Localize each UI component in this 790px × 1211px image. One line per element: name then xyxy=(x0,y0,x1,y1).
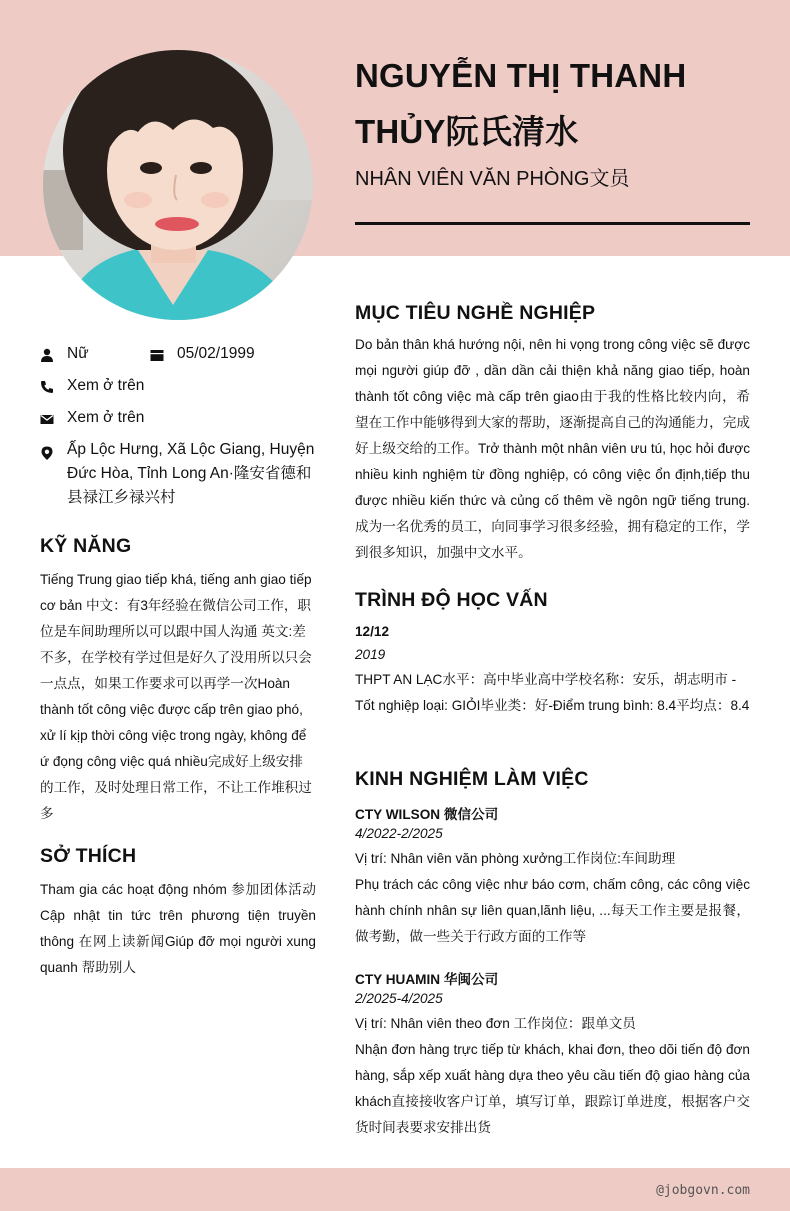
profile-photo-illustration xyxy=(43,50,313,320)
job-2-period: 2/2025-4/2025 xyxy=(355,991,443,1006)
calendar-icon xyxy=(150,348,164,362)
job-2-company: CTY HUAMIN 华闽公司 xyxy=(355,972,499,987)
hobbies-text: Tham gia các hoạt động nhóm 参加团体活动Cập nhật tin tức trên phương tiện truyền thông 在网上读新闻Giúp đỡ mọi người xung quanh 帮助别人 xyxy=(40,882,316,975)
footer-watermark: @jobgovn.com xyxy=(656,1183,750,1198)
phone-icon xyxy=(40,380,54,394)
email-value: Xem ở trên xyxy=(67,409,145,426)
job-2-position: Vị trí: Nhân viên theo đơn 工作岗位：跟单文员 xyxy=(355,1016,636,1031)
gender-row xyxy=(40,345,89,366)
mail-icon xyxy=(40,412,54,426)
birthdate-row xyxy=(150,345,255,366)
job-1-company: CTY WILSON 微信公司 xyxy=(355,807,499,822)
education-year: 2019 xyxy=(355,647,386,662)
person-icon xyxy=(40,348,54,362)
phone-value: Xem ở trên xyxy=(67,377,145,394)
title-divider xyxy=(355,222,750,225)
objective-heading: MỤC TIÊU NGHỀ NGHIỆP xyxy=(355,302,596,324)
job-2-description: Nhận đơn hàng trực tiếp từ khách, khai đơn, theo dõi tiến độ đơn hàng, sắp xếp xuất hàng dựa theo yêu cầu tiến độ giao hàng của khách直接接收客户订单，填写订单，跟踪订单进度，根据客户交货时间表要求安排出货 xyxy=(355,1042,750,1135)
job-1-period: 4/2022-2/2025 xyxy=(355,826,443,841)
skills-heading: KỸ NĂNG xyxy=(40,535,132,557)
gender-value: Nữ xyxy=(67,345,89,362)
email-row xyxy=(40,409,144,430)
objective-text: Do bản thân khá hướng nội, nên hi vọng trong công việc sẽ được mọi người giúp đỡ , dần dần cải thiện khả năng giao tiếp, hoàn thành tốt công việc mà cấp trên giao由于我的性格比较内向，希望在工作中能够得到大家的帮助，逐渐提高自己的沟通能力，完成好上级交给的工作。Trở thành một nhân viên ưu tú, học hỏi được nhiều kinh nghiệm từ đồng nghiệp, có công việc ổn định,tiếp thu được nhiều kiến thức và củng cố thêm về ngôn ngữ tiếng trung.成为一名优秀的员工，向同事学习很多经验，拥有稳定的工作，学到很多知识，加强中文水平。 xyxy=(355,337,750,560)
location-pin-icon xyxy=(40,444,54,462)
job-1-description: Phụ trách các công việc như báo cơm, chấm công, các công việc hành chính nhân sự liên quan,lãnh liệu, ...每天工作主要是报餐，做考勤，做一些关于行政方面的工作等 xyxy=(355,877,750,944)
job-title: NHÂN VIÊN VĂN PHÒNG文员 xyxy=(355,168,630,190)
education-heading: TRÌNH ĐỘ HỌC VẤN xyxy=(355,589,548,611)
profile-photo xyxy=(43,50,313,320)
education-school: 12/12 xyxy=(355,624,390,639)
address-row xyxy=(40,441,320,510)
education-details: THPT AN LẠC水平：高中毕业高中学校名称：安乐，胡志明市 -Tốt nghiệp loại: GIỎI毕业类：好-Điểm trung bình: 8.4平均点：8.4 xyxy=(355,672,750,713)
job-1-position: Vị trí: Nhân viên văn phòng xưởng工作岗位:车间助理 xyxy=(355,851,676,866)
phone-row xyxy=(40,377,144,398)
skills-text: Tiếng Trung giao tiếp khá, tiếng anh giao tiếp cơ bản 中文：有3年经验在微信公司工作，职位是车间助理所以可以跟中国人沟通 英文:差不多，在学校有学过但是好久了没用所以只会一点点，如果工作要求可以再学一次Hoàn thành tốt công việc được cấp trên giao phó, xử lí kịp thời công việc trong ngày, không để ứ đọng công việc quá nhiều完成好上级安排的工作，及时处理日常工作，不让工作堆积过多 xyxy=(40,572,312,821)
birthdate-value: 05/02/1999 xyxy=(177,345,255,362)
hobbies-heading: SỞ THÍCH xyxy=(40,845,137,867)
candidate-name: NGUYỄN THỊ THANH THỦY阮氏清水 xyxy=(355,57,687,150)
address-value: Ấp Lộc Hưng, Xã Lộc Giang, Huyện Đức Hòa, Tỉnh Long An·隆安省德和县禄江乡禄兴村 xyxy=(67,441,315,506)
experience-heading: KINH NGHIỆM LÀM VIỆC xyxy=(355,768,589,790)
